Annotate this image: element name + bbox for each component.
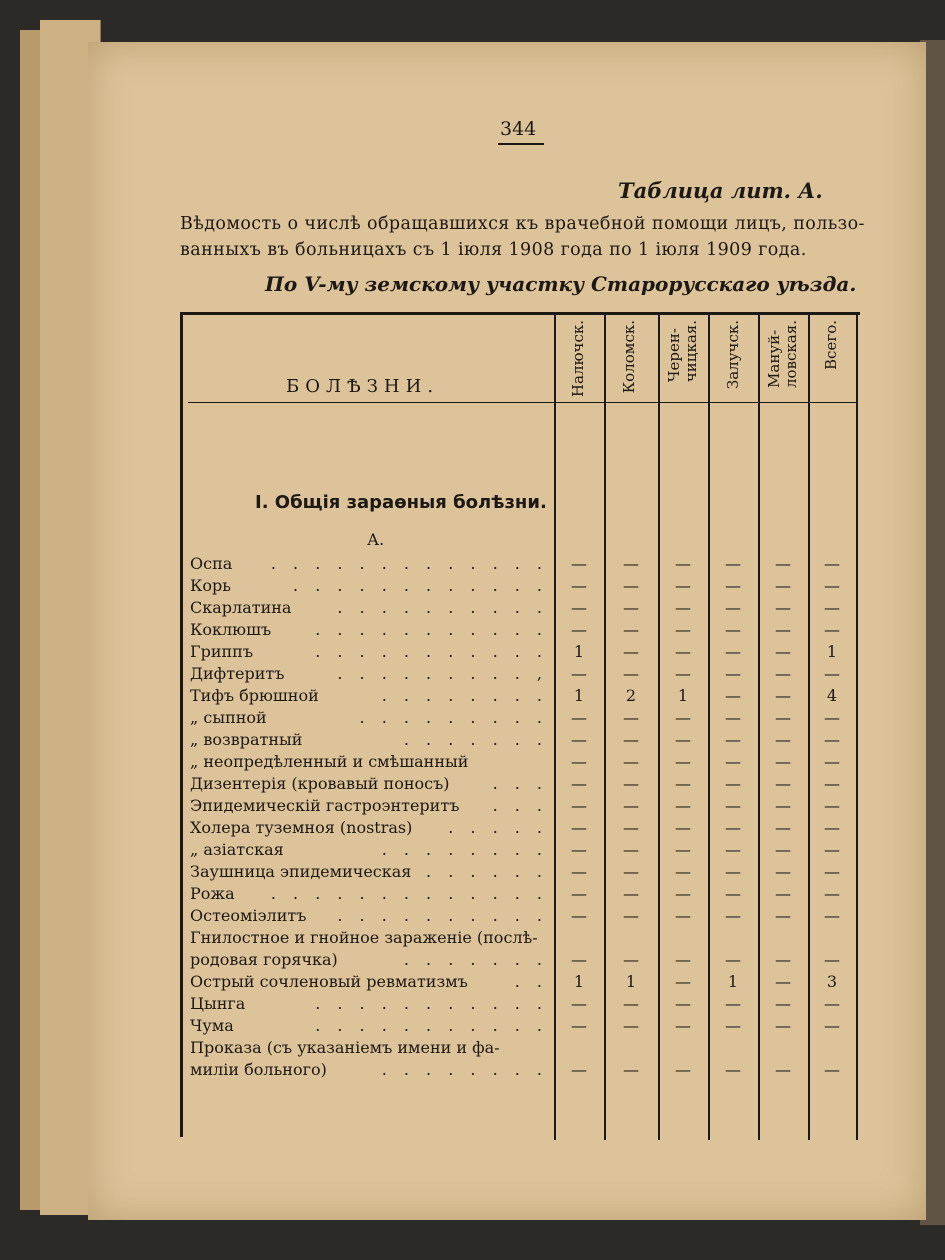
row-value-cell: — (623, 598, 639, 617)
col-rule-4 (758, 312, 760, 1140)
row-value-cell: — (824, 818, 840, 837)
row-value-cell: — (725, 1060, 741, 1079)
row-value-cell: — (675, 664, 691, 683)
row-leader-dots: . . . . . . . . (381, 840, 548, 859)
row-label: „ возвратный (190, 730, 303, 749)
row-value-cell: 3 (826, 972, 838, 991)
row-value-cell: — (571, 598, 587, 617)
row-label: „ сыпной (190, 708, 267, 727)
row-label: „ азіатская (190, 840, 284, 859)
row-value-cell: 1 (573, 686, 585, 705)
row-leader-dots: . . . . . . . . (381, 686, 548, 705)
row-leader-dots: . . . . . . . (403, 730, 548, 749)
row-value-cell: — (623, 752, 639, 771)
row-value-cell: — (725, 598, 741, 617)
row-value-cell: — (725, 708, 741, 727)
row-value-cell: — (725, 576, 741, 595)
row-value-cell: 1 (677, 686, 689, 705)
row-value-cell: — (571, 950, 587, 969)
row-value-cell: 4 (826, 686, 838, 705)
row-value-cell: — (775, 950, 791, 969)
row-value-cell: — (824, 1060, 840, 1079)
row-value-cell: — (775, 554, 791, 573)
row-value-cell: — (623, 884, 639, 903)
row-value-cell: — (725, 774, 741, 793)
row-value-cell: 1 (573, 972, 585, 991)
row-label: Корь (190, 576, 231, 595)
row-value-cell: — (824, 950, 840, 969)
section-title: I. Общія зараѳныя болѣзни. (255, 492, 547, 513)
column-header-cherenchitskaya: Черен- чицкая. (665, 320, 700, 383)
row-value-cell: — (725, 818, 741, 837)
row-label: миліи больного) (190, 1060, 327, 1079)
row-label: Цынга (190, 994, 246, 1013)
column-header-manuilovskaya: Мануй- ловская. (765, 320, 800, 388)
row-value-cell: — (675, 994, 691, 1013)
row-value-cell: — (775, 906, 791, 925)
col-rule-0 (554, 312, 556, 1140)
row-value-cell: — (571, 818, 587, 837)
row-value-cell: — (571, 620, 587, 639)
row-value-cell: — (675, 796, 691, 815)
column-header-zaluchsk: Залучск. (724, 320, 742, 390)
row-value-cell: — (775, 862, 791, 881)
row-value-cell: — (623, 1060, 639, 1079)
col-rule-3 (708, 312, 710, 1140)
row-value-cell: — (623, 664, 639, 683)
row-value-cell: — (623, 818, 639, 837)
row-value-cell: — (571, 1016, 587, 1035)
row-value-cell: — (824, 1016, 840, 1035)
row-value-cell: — (571, 752, 587, 771)
row-value-cell: — (571, 862, 587, 881)
table-left-rule (180, 312, 183, 1137)
row-leader-dots: . . . . . . . . . , (337, 664, 548, 683)
row-value-cell: — (675, 950, 691, 969)
row-value-cell: — (725, 1016, 741, 1035)
row-value-cell: — (775, 620, 791, 639)
row-value-cell: — (725, 862, 741, 881)
row-value-cell: — (675, 1060, 691, 1079)
book-page (88, 42, 926, 1220)
row-value-cell: — (623, 554, 639, 573)
row-value-cell: 1 (727, 972, 739, 991)
row-value-cell: — (623, 796, 639, 815)
row-leader-dots: . . . . . . . . . . . . . (270, 554, 548, 573)
row-value-cell: — (824, 620, 840, 639)
row-label: Коклюшъ (190, 620, 272, 639)
row-value-cell: — (824, 554, 840, 573)
row-value-cell: — (824, 862, 840, 881)
row-value-cell: — (675, 620, 691, 639)
row-value-cell: — (824, 664, 840, 683)
row-value-cell: — (675, 972, 691, 991)
row-value-cell: — (824, 774, 840, 793)
row-value-cell: — (725, 730, 741, 749)
column-header-nalyuchsk: Налючск. (569, 320, 587, 398)
row-leader-dots: . . . (492, 796, 548, 815)
row-value-cell: — (824, 708, 840, 727)
col-rule-1 (604, 312, 606, 1140)
row-label: Чума (190, 1016, 234, 1035)
row-value-cell: — (675, 598, 691, 617)
row-leader-dots: . . . . . . . . . . (337, 906, 548, 925)
row-value-cell: — (675, 840, 691, 859)
row-value-cell: — (775, 1016, 791, 1035)
row-value-cell: — (675, 642, 691, 661)
row-value-cell: — (775, 818, 791, 837)
row-value-cell: — (775, 884, 791, 903)
row-value-cell: — (824, 598, 840, 617)
row-value-cell: — (571, 1060, 587, 1079)
row-label: Гнилостное и гнойное зараженіе (послѣ- (190, 928, 538, 947)
row-value-cell: — (623, 840, 639, 859)
row-label: Гриппъ (190, 642, 254, 661)
row-label: Рожа (190, 884, 235, 903)
row-value-cell: 1 (826, 642, 838, 661)
row-value-cell: — (725, 950, 741, 969)
row-value-cell: — (571, 994, 587, 1013)
row-value-cell: — (571, 708, 587, 727)
row-value-cell: — (675, 818, 691, 837)
row-leader-dots: . . (514, 972, 548, 991)
row-leader-dots: . . . . . . (426, 862, 548, 881)
row-value-cell: — (725, 796, 741, 815)
row-label: Острый сочленовый ревматизмъ (190, 972, 468, 991)
col-rule-5 (808, 312, 810, 1140)
row-value-cell: — (775, 686, 791, 705)
row-label: „ неопредѣленный и смѣшанный (190, 752, 469, 771)
row-value-cell: — (571, 796, 587, 815)
table-right-rule (856, 312, 858, 1140)
row-value-cell: — (824, 994, 840, 1013)
row-value-cell: — (571, 884, 587, 903)
row-value-cell: — (675, 884, 691, 903)
row-value-cell: — (725, 906, 741, 925)
row-leader-dots: . . . . . . . . . . . (315, 1016, 548, 1035)
row-leader-dots: . . . . . (448, 818, 548, 837)
row-value-cell: — (775, 1060, 791, 1079)
row-value-cell: — (623, 576, 639, 595)
row-value-cell: — (775, 664, 791, 683)
row-value-cell: — (824, 752, 840, 771)
row-leader-dots: . . . . . . . . . . . (315, 620, 548, 639)
row-value-cell: — (775, 840, 791, 859)
row-leader-dots: . . . . . . . . (381, 1060, 548, 1079)
diseases-column-header: БОЛѢЗНИ. (286, 376, 440, 397)
row-label: Холера туземноя (nostras) (190, 818, 413, 837)
row-label: Тифъ брюшной (190, 686, 319, 705)
row-label: Скарлатина (190, 598, 292, 617)
row-label: Проказа (съ указаніемъ имени и фа- (190, 1038, 500, 1057)
row-value-cell: — (675, 576, 691, 595)
row-value-cell: 2 (625, 686, 637, 705)
row-value-cell: — (571, 554, 587, 573)
row-label: родовая горячка) (190, 950, 338, 969)
page-number: 344 (500, 118, 537, 140)
row-label: Заушница эпидемическая (190, 862, 412, 881)
row-value-cell: — (775, 576, 791, 595)
row-label: Дифтеритъ (190, 664, 285, 683)
row-value-cell: — (675, 862, 691, 881)
row-label: Эпидемическій гастроэнтеритъ (190, 796, 460, 815)
row-value-cell: — (571, 774, 587, 793)
row-value-cell: — (725, 642, 741, 661)
row-value-cell: — (571, 664, 587, 683)
row-value-cell: — (725, 620, 741, 639)
row-value-cell: — (623, 994, 639, 1013)
row-value-cell: — (623, 862, 639, 881)
row-value-cell: — (824, 796, 840, 815)
row-value-cell: — (675, 906, 691, 925)
row-value-cell: — (775, 708, 791, 727)
row-value-cell: — (675, 774, 691, 793)
row-value-cell: — (623, 1016, 639, 1035)
row-value-cell: — (725, 664, 741, 683)
row-value-cell: — (623, 730, 639, 749)
row-leader-dots: . . . . . . . (403, 950, 548, 969)
row-value-cell: — (725, 752, 741, 771)
row-value-cell: — (623, 950, 639, 969)
row-value-cell: — (675, 730, 691, 749)
row-value-cell: — (571, 906, 587, 925)
row-leader-dots: . . . . . . . . . . (337, 598, 548, 617)
row-leader-dots: . . . . . . . . . (359, 708, 548, 727)
row-leader-dots: . . . . . . . . . . . (315, 642, 548, 661)
column-header-kolomsk: Коломск. (620, 320, 638, 394)
row-value-cell: — (824, 730, 840, 749)
row-value-cell: — (623, 774, 639, 793)
row-value-cell: — (623, 620, 639, 639)
disease-table (180, 312, 860, 1142)
row-value-cell: — (824, 906, 840, 925)
col-rule-2 (658, 312, 660, 1140)
row-value-cell: — (675, 1016, 691, 1035)
row-value-cell: — (775, 994, 791, 1013)
row-label: Оспа (190, 554, 233, 573)
row-leader-dots: . . . (492, 774, 548, 793)
row-value-cell: — (725, 994, 741, 1013)
row-value-cell: — (571, 730, 587, 749)
column-header-total: Всего. (822, 320, 840, 370)
row-label: Остеоміэлитъ (190, 906, 307, 925)
row-value-cell: — (675, 752, 691, 771)
subsection-letter: А. (367, 530, 385, 549)
heading-line-1: Вѣдомость о числѣ обращавшихся къ врачебной помощи лицъ, пользо- (180, 214, 865, 234)
district-subtitle: По V-му земскому участку Старорусскаго уѣзда. (265, 272, 857, 296)
row-value-cell: — (824, 884, 840, 903)
row-value-cell: — (623, 642, 639, 661)
row-value-cell: — (623, 906, 639, 925)
row-value-cell: — (571, 840, 587, 859)
row-value-cell: — (824, 576, 840, 595)
heading-line-2: ванныхъ въ больницахъ съ 1 іюля 1908 года по 1 іюля 1909 года. (180, 240, 807, 260)
row-value-cell: — (725, 884, 741, 903)
row-value-cell: 1 (573, 642, 585, 661)
row-value-cell: 1 (625, 972, 637, 991)
row-value-cell: — (775, 774, 791, 793)
row-leader-dots: . . . . . . . . . . . (315, 994, 548, 1013)
row-value-cell: — (775, 796, 791, 815)
row-value-cell: — (775, 598, 791, 617)
row-value-cell: — (824, 840, 840, 859)
row-value-cell: — (675, 554, 691, 573)
row-value-cell: — (571, 576, 587, 595)
row-label: Дизентерія (кровавый поносъ) (190, 774, 450, 793)
row-value-cell: — (775, 972, 791, 991)
row-value-cell: — (775, 642, 791, 661)
row-value-cell: — (675, 708, 691, 727)
row-value-cell: — (775, 752, 791, 771)
row-value-cell: — (725, 686, 741, 705)
row-value-cell: — (775, 730, 791, 749)
table-label: Таблица лит. А. (618, 178, 823, 203)
page-number-underline (498, 143, 544, 145)
row-leader-dots: . . . . . . . . . . . . (293, 576, 548, 595)
row-leader-dots: . . . . . . . . . . . . . (270, 884, 548, 903)
row-value-cell: — (623, 708, 639, 727)
row-value-cell: — (725, 840, 741, 859)
row-value-cell: — (725, 554, 741, 573)
